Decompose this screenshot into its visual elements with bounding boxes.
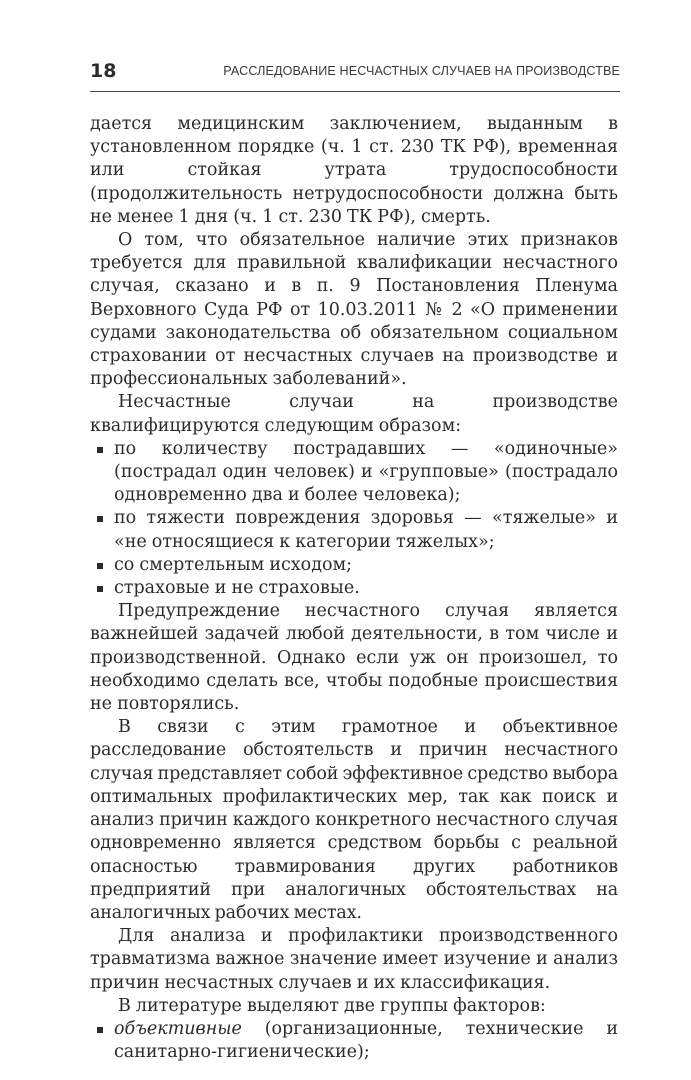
list-item: страховые и не страховые. [114, 577, 618, 600]
factor-description: (организационные, технические и санитарно-гигиенические); [114, 1018, 618, 1063]
list-item: со смертельным исходом; [114, 554, 618, 577]
list-item: по тяжести повреждения здоровья — «тяжелые» и «не относящиеся к категории тяжелых»; [114, 507, 618, 553]
running-title: РАССЛЕДОВАНИЕ НЕСЧАСТНЫХ СЛУЧАЕВ НА ПРОИЗВОДСТВЕ [223, 64, 620, 78]
classification-list [90, 438, 618, 600]
paragraph-investigation: В связи с этим грамотное и объективное расследование обстоятельств и причин несчастного случая представляет собой эффективное средство выбора оптимальных профилактических мер, так как поиск и анализ причин каждого конкретного несчастного случая одновременно является средством борьбы с реальной опасностью травмирования других работников предприятий при аналогичных обстоятельствах на аналогичных рабочих местах. [90, 717, 618, 923]
list-item: по количеству пострадавших — «одиночные» (пострадал один человек) и «групповые» (пострадало одновременно два и более человека); [114, 438, 618, 508]
list-item [114, 1018, 618, 1064]
paragraph-qualification-reference: О том, что обязательное наличие этих признаков требуется для правильной квалификации несчастного случая, сказано и в п. 9 Постановления Пленума Верховного Суда РФ от 10.03.2011 № 2 «О применении судами законодательства об обязательном социальном страховании от несчастных случаев на производстве и профессиональных заболеваний». [90, 230, 618, 390]
paragraph-classification-intro: Несчастные случаи на производстве квалифицируются следующим образом: [90, 392, 618, 436]
page-body [90, 113, 618, 1064]
factor-term: объективные [114, 1018, 242, 1039]
paragraph-continuation: дается медицинским заключением, выданным в установленном порядке (ч. 1 ст. 230 ТК РФ), временная или стойкая утрата трудоспособности (продолжительность нетрудоспособности должна быть не менее 1 дня (ч. 1 ст. 230 ТК РФ), смерть. [90, 114, 618, 227]
page-header [90, 60, 620, 92]
paragraph-factor-groups: В литературе выделяют две группы факторов: [118, 995, 546, 1016]
paragraph-prevention: Предупреждение несчастного случая является важнейшей задачей любой деятельности, в том числе и производственной. Однако если уж он произошел, то необходимо сделать все, чтобы подобные происшествия не повторялись. [90, 601, 618, 715]
factor-list [90, 1018, 618, 1064]
header-divider [90, 91, 620, 92]
paragraph-analysis: Для анализа и профилактики производственного травматизма важное значение имеет изучение и анализ причин несчастных случаев и их классификация. [90, 926, 618, 993]
page-number: 18 [90, 60, 117, 82]
